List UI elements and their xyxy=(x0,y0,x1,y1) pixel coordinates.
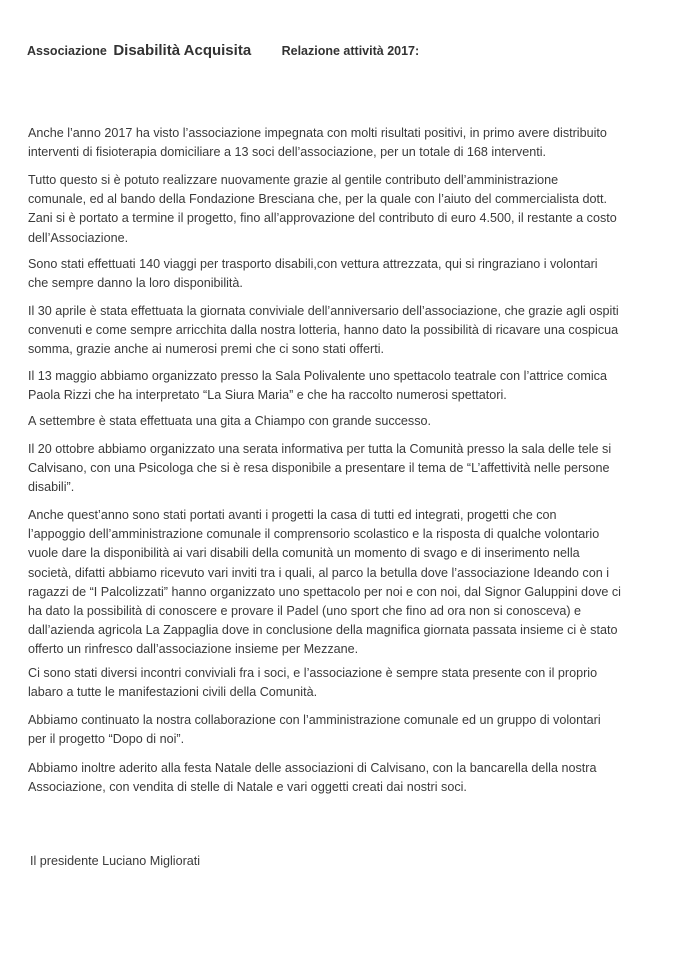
text-line: ragazzi de “I Palcolizzati” hanno organizzato uno spettacolo per noi e con noi, dal Signor Galuppini dove ci xyxy=(28,584,621,599)
association-name: Disabilità Acquisita xyxy=(113,42,252,59)
document-header xyxy=(27,42,419,60)
paragraph-info-evening xyxy=(28,440,688,498)
paragraph-christmas xyxy=(28,759,688,797)
text-line: Anche quest’anno sono stati portati avanti i progetti la casa di tutti ed integrati, progetti che con xyxy=(28,508,557,522)
text-line: Sono stati effettuati 140 viaggi per trasporto disabili,con vettura attrezzata, qui si ringraziano i volontari xyxy=(28,257,598,271)
text-line: Abbiamo continuato la nostra collaborazione con l’amministrazione comunale ed un gruppo di volontari xyxy=(28,713,601,727)
text-line: offerto un rinfresco dall’associazione insieme per Mezzane. xyxy=(28,642,359,657)
text-line: ha dato la possibilità di conoscere e provare il Padel (uno sport che fino ad ora non si conosceva) e xyxy=(28,604,582,619)
association-label: Associazione xyxy=(27,44,107,58)
paragraph-meetings xyxy=(28,664,688,702)
text-line: per il progetto “Dopo di noi”. xyxy=(28,732,185,747)
text-line: labaro a tutte le manifestazioni civili della Comunità. xyxy=(28,685,318,700)
text-line: comunale, ed al bando della Fondazione Bresciana che, per la quale con l’aiuto del commercialista dott. xyxy=(28,192,607,207)
text-line: Il 30 aprile è stata effettuata la giornata conviviale dell’anniversario dell’associazione, che grazie agli ospiti xyxy=(28,304,619,318)
paragraph-trip xyxy=(28,412,688,431)
text-line: convenuti e come sempre arricchita dalla nostra lotteria, hanno dato la possibilità di ricavare una cospicua xyxy=(28,323,619,338)
report-title: Relazione attività 2017: xyxy=(281,44,420,58)
signature-line: Il presidente Luciano Migliorati xyxy=(30,854,201,868)
paragraph-transport xyxy=(28,255,688,293)
paragraph-anniversary xyxy=(28,302,688,360)
paragraph-projects xyxy=(28,506,688,660)
text-line: Paola Rizzi che ha interpretato “La Siura Maria” e che ha raccolto numerosi spettatori. xyxy=(28,388,507,403)
text-line: somma, grazie anche ai numerosi premi che ci sono stati offerti. xyxy=(28,342,385,357)
text-line: Calvisano, con una Psicologa che si è resa disponibile a presentare il tema de “L’affettività nelle persone xyxy=(28,461,610,476)
text-line: Anche l’anno 2017 ha visto l’associazione impegnata con molti risultati positivi, in primo avere distribuito xyxy=(28,126,607,140)
text-line: Tutto questo si è potuto realizzare nuovamente grazie al gentile contributo dell’amministrazione xyxy=(28,173,559,187)
text-line: Associazione, con vendita di stelle di Natale e vari oggetti creati dai nostri soci. xyxy=(28,780,467,795)
paragraph-collaboration xyxy=(28,711,688,749)
text-line: società, difatti abbiamo ricevuto vari inviti tra i quali, al parco la betulla dove l’associazione Ideando con i xyxy=(28,565,610,580)
text-line: Il 13 maggio abbiamo organizzato presso la Sala Polivalente uno spettacolo teatrale con l’attrice comica xyxy=(28,369,607,383)
text-line: dall’azienda agricola La Zappaglia dove in conclusione della magnifica giornata passata insieme ci è stato xyxy=(28,623,618,638)
text-line: Ci sono stati diversi incontri conviviali fra i soci, e l’associazione è sempre stata presente con il proprio xyxy=(28,666,598,680)
text-line: interventi di fisioterapia domiciliare a 13 soci dell’associazione, per un totale di 168 interventi. xyxy=(28,145,547,160)
text-line: l’appoggio dell’amministrazione comunale il comprensorio scolastico e la risposta di qualche volontario xyxy=(28,527,600,542)
text-line: Zani si è portato a termine il progetto, fino all’approvazione del contributo di euro 4.500, il restante a costo xyxy=(28,211,617,226)
text-line: Abbiamo inoltre aderito alla festa Natale delle associazioni di Calvisano, con la bancarella della nostra xyxy=(28,761,597,775)
paragraph-physiotherapy xyxy=(28,124,688,162)
text-line: che sempre danno la loro disponibilità. xyxy=(28,276,243,291)
text-line: dell’Associazione. xyxy=(28,230,129,245)
text-line: Il 20 ottobre abbiamo organizzato una serata informativa per tutta la Comunità presso la sala delle tele si xyxy=(28,442,612,456)
text-line: A settembre è stata effettuata una gita a Chiampo con grande successo. xyxy=(28,414,432,428)
paragraph-theatre xyxy=(28,367,688,405)
paragraph-funding xyxy=(28,171,688,248)
text-line: vuole dare la disponibilità ai vari disabili della comunità un momento di svago e di inserimento nella xyxy=(28,546,580,561)
text-line: disabili”. xyxy=(28,480,75,495)
